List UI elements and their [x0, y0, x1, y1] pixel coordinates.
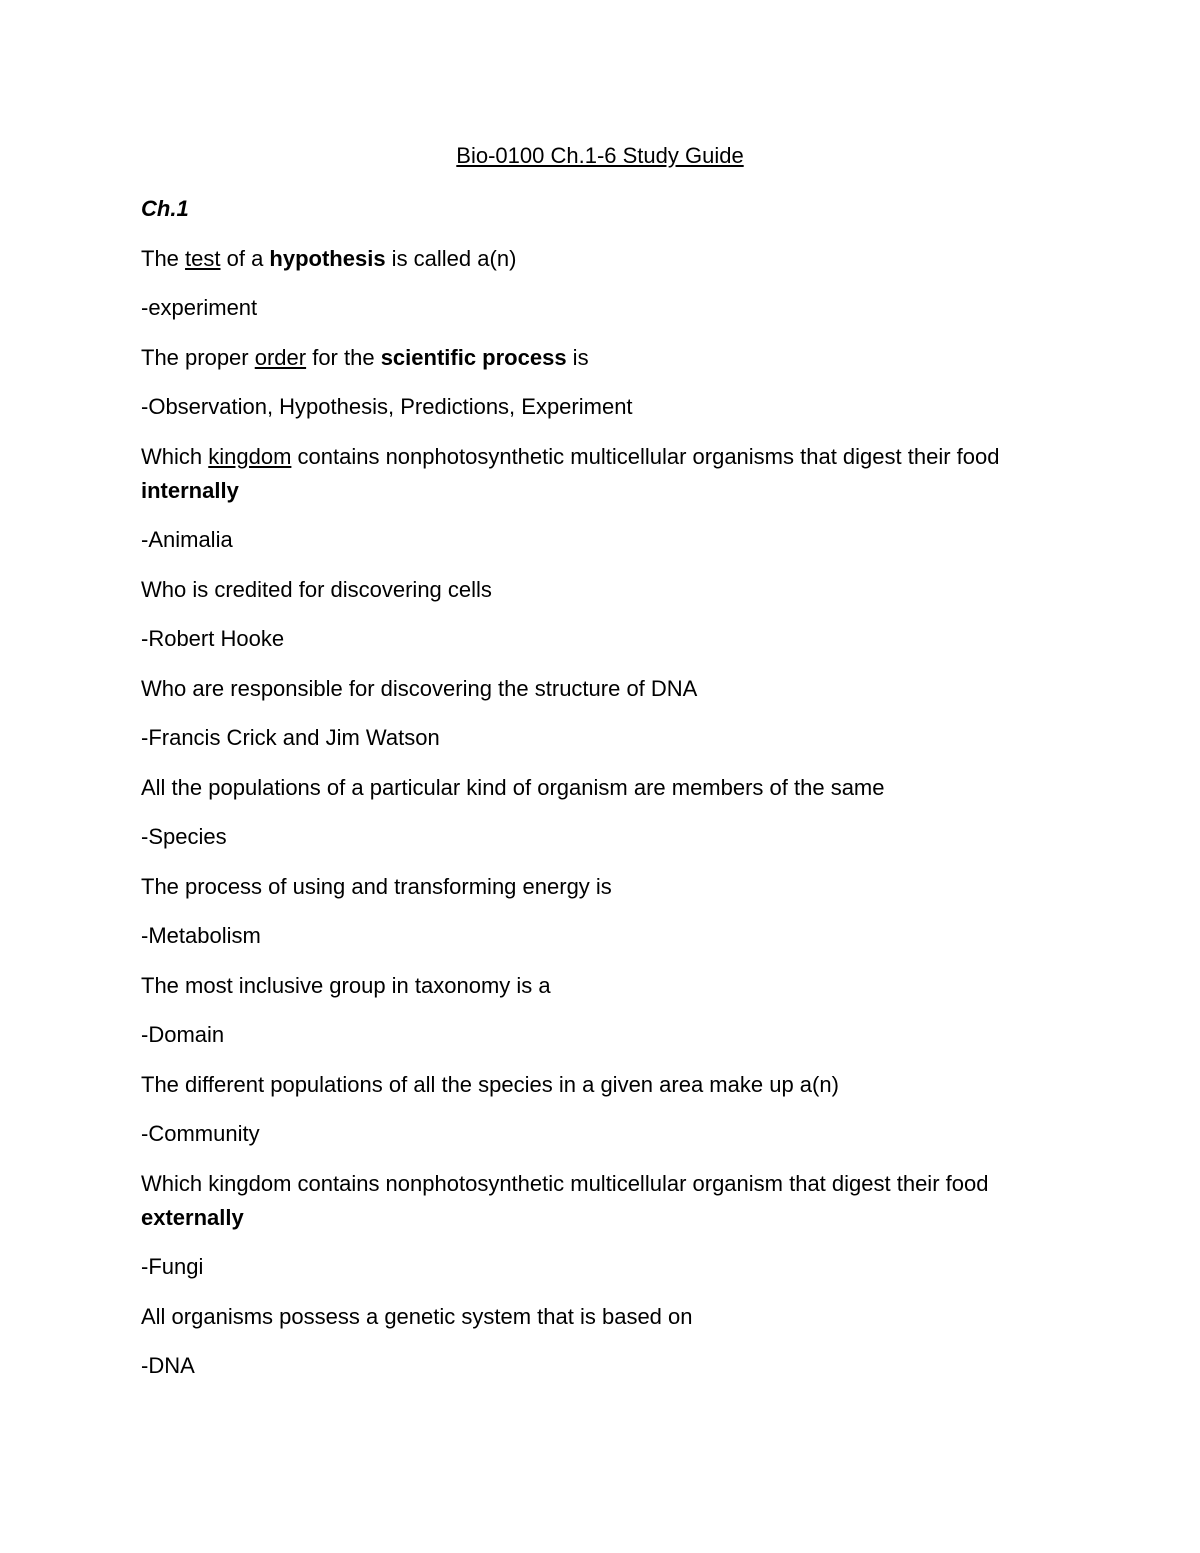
- question-text: All organisms possess a genetic system that is based on: [141, 1303, 693, 1329]
- question-text-part: is: [566, 344, 589, 370]
- answer-text: -experiment: [141, 295, 258, 320]
- question-text-part: of a: [220, 245, 270, 271]
- question-text: All the populations of a particular kind of organism are members of the same: [141, 774, 885, 800]
- question-text: [141, 1167, 1061, 1235]
- question-text-part: is called a(n): [385, 245, 517, 271]
- question-text: Who is credited for discovering cells: [141, 576, 492, 602]
- answer-text: -DNA: [141, 1353, 195, 1378]
- question-text-part: Which kingdom contains nonphotosynthetic multicellular organism that digest their food: [141, 1170, 989, 1196]
- answer-text: -Fungi: [141, 1254, 204, 1279]
- question-text-part: The: [141, 245, 186, 271]
- question-text: The different populations of all the species in a given area make up a(n): [141, 1071, 839, 1097]
- question-text: [141, 242, 1061, 276]
- answer-text: -Community: [141, 1121, 260, 1146]
- question-text: [141, 440, 1061, 508]
- answer-text: -Robert Hooke: [141, 626, 285, 651]
- underlined-term: order: [254, 344, 307, 370]
- underlined-term: kingdom: [208, 443, 292, 469]
- bold-term: scientific process: [380, 344, 567, 370]
- question-text-part: Which: [141, 443, 209, 469]
- underlined-term: test: [185, 245, 221, 271]
- question-text: The most inclusive group in taxonomy is a: [141, 972, 551, 998]
- chapter-heading: Ch.1: [141, 196, 189, 221]
- question-text-part: The proper: [141, 344, 255, 370]
- bold-term: externally: [141, 1204, 244, 1230]
- answer-text: -Francis Crick and Jim Watson: [141, 725, 440, 750]
- answer-text: -Domain: [141, 1022, 225, 1047]
- bold-term: hypothesis: [269, 245, 386, 271]
- document-body: [141, 192, 1061, 1399]
- answer-text: -Animalia: [141, 527, 233, 552]
- bold-term: internally: [141, 477, 239, 503]
- question-text: Who are responsible for discovering the structure of DNA: [141, 675, 698, 701]
- question-text: [141, 341, 1061, 375]
- document-title: Bio-0100 Ch.1-6 Study Guide: [456, 143, 744, 168]
- answer-text: -Species: [141, 824, 227, 849]
- question-text: The process of using and transforming energy is: [141, 873, 612, 899]
- answer-text: -Metabolism: [141, 923, 261, 948]
- answer-text: -Observation, Hypothesis, Predictions, Experiment: [141, 394, 633, 419]
- question-text-part: for the: [306, 344, 381, 370]
- question-text-part: contains nonphotosynthetic multicellular organisms that digest their food: [291, 443, 1000, 469]
